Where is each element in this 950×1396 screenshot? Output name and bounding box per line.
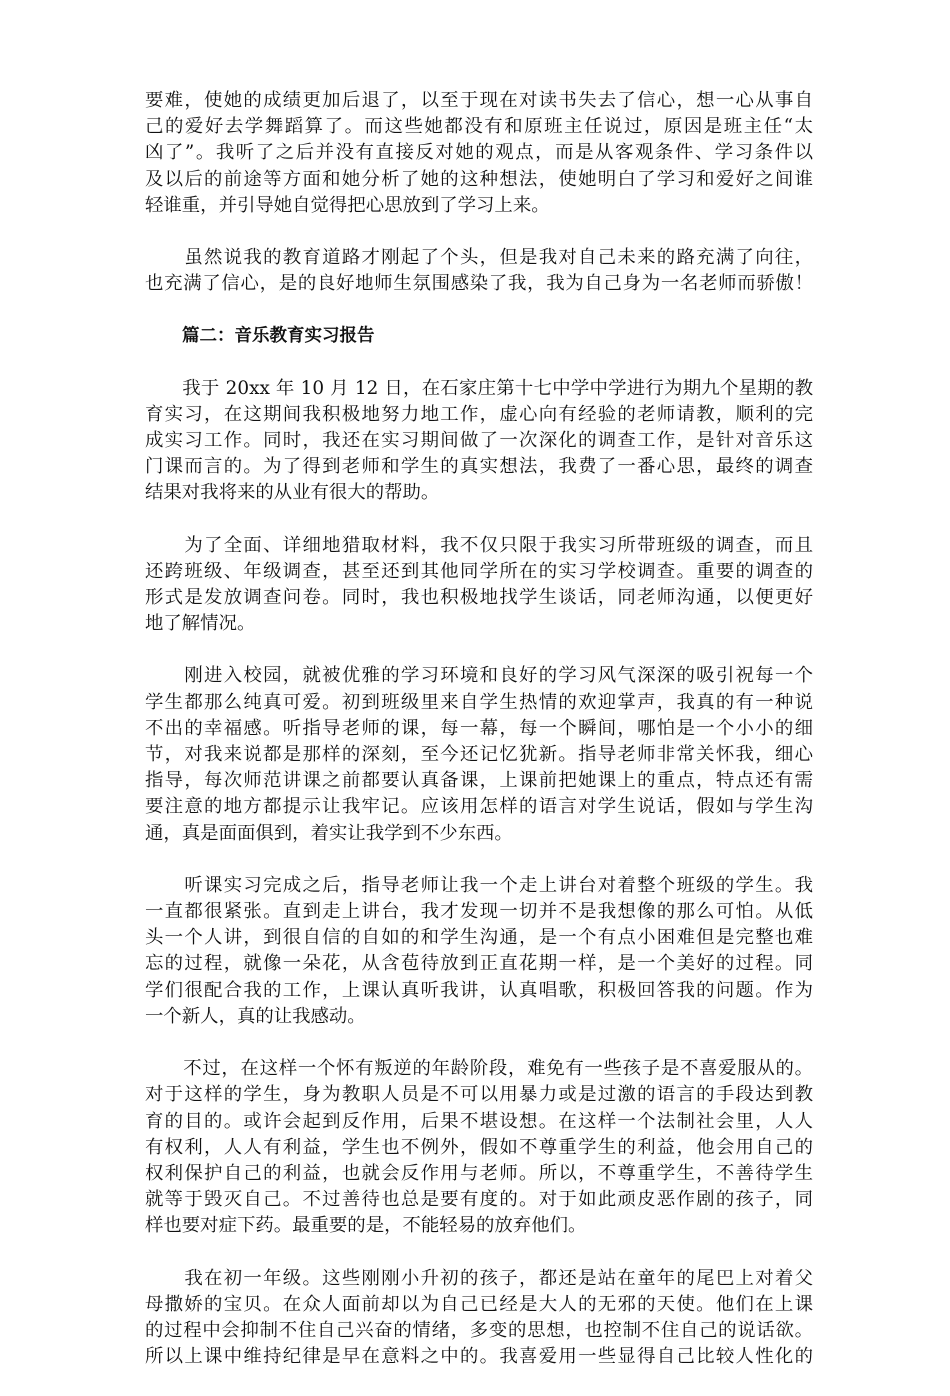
text-line: 还跨班级、年级调查，甚至还到其他同学所在的实习学校调查。重要的调查的	[145, 560, 813, 582]
text-line: 己的爱好去学舞蹈算了。而这些她都没有和原班主任说过，原因是班主任“太	[145, 116, 813, 138]
text-line: 通，真是面面俱到，着实让我学到不少东西。	[145, 822, 513, 844]
text-line: 成实习工作。同时，我还在实习期间做了一次深化的调查工作，是针对音乐这	[145, 430, 813, 452]
text-line: 为了全面、详细地猎取材料，我不仅只限于我实习所带班级的调查，而且	[145, 534, 813, 556]
text-line: 样也要对症下药。最重要的是，不能轻易的放弃他们。	[145, 1215, 587, 1237]
text-line: 头一个人讲，到很自信的自如的和学生沟通，是一个有点小困难但是完整也难	[145, 927, 813, 949]
paragraph-7	[145, 1056, 813, 1239]
text-line: 的过程中会抑制不住自己兴奋的情绪，多变的思想，也控制不住自己的说话欲。	[145, 1319, 813, 1341]
text-line: 刚进入校园，就被优雅的学习环境和良好的学习风气深深的吸引祝每一个	[145, 665, 813, 687]
text-line: 轻谁重，并引导她自觉得把心思放到了学习上来。	[145, 194, 550, 216]
section-heading: 篇二：音乐教育实习报告	[182, 326, 375, 347]
text-line: 忘的过程，就像一朵花，从含苞待放到正直花期一样，是一个美好的过程。同	[145, 953, 813, 975]
text-line: 有权利，人人有利益，学生也不例外，假如不尊重学生的利益，他会用自己的	[145, 1136, 813, 1158]
text-line: 不出的幸福感。听指导老师的课，每一幕，每一个瞬间，哪怕是一个小小的细	[145, 717, 813, 739]
document-page	[145, 88, 813, 1396]
paragraph-1	[145, 88, 813, 219]
paragraph-8	[145, 1266, 813, 1371]
text-line: 门课而言的。为了得到老师和学生的真实想法，我费了一番心思，最终的调查	[145, 456, 813, 478]
text-line: 结果对我将来的从业有很大的帮助。	[145, 482, 440, 504]
text-line: 权利保护自己的利益，也就会反作用与老师。所以，不尊重学生，不善待学生	[145, 1162, 813, 1184]
text-line: 听课实习完成之后，指导老师让我一个走上讲台对着整个班级的学生。我	[145, 874, 813, 896]
paragraph-2	[145, 245, 813, 297]
text-line: 对于这样的学生，身为教职人员是不可以用暴力或是过激的语言的手段达到教	[145, 1084, 813, 1106]
text-line: 就等于毁灭自己。不过善待也总是要有度的。对于如此顽皮恶作剧的孩子，同	[145, 1189, 813, 1211]
paragraph-5	[145, 663, 813, 846]
text-line: 育的目的。或许会起到反作用，后果不堪设想。在这样一个法制社会里，人人	[145, 1110, 813, 1132]
text-line: 我在初一年级。这些刚刚小升初的孩子，都还是站在童年的尾巴上对着父	[145, 1267, 813, 1289]
text-line: 育实习，在这期间我积极地努力地工作，虚心向有经验的老师请教，顺利的完	[145, 403, 813, 425]
text-line: 指导，每次师范讲课之前都要认真备课，上课前把她课上的重点，特点还有需	[145, 770, 813, 792]
paragraph-6	[145, 873, 813, 1030]
text-line: 不过，在这样一个怀有叛逆的年龄阶段，难免有一些孩子是不喜爱服从的。	[145, 1058, 813, 1080]
paragraph-4	[145, 533, 813, 638]
text-line: 要难，使她的成绩更加后退了，以至于现在对读书失去了信心，想一心从事自	[145, 90, 813, 111]
text-line: 虽然说我的教育道路才刚起了个头，但是我对自己未来的路充满了向往，	[145, 247, 813, 269]
text-line: 一直都很紧张。直到走上讲台，我才发现一切并不是我想像的那么可怕。从低	[145, 901, 813, 923]
text-line: 及以后的前途等方面和她分析了她的这种想法，使她明白了学习和爱好之间谁	[145, 168, 813, 190]
text-line: 也充满了信心，是的良好地师生氛围感染了我，我为自己身为一名老师而骄傲！	[145, 273, 813, 295]
text-line: 地了解情况。	[145, 613, 256, 635]
text-line: 形式是发放调查问卷。同时，我也积极地找学生谈话，同老师沟通，以便更好	[145, 587, 813, 609]
text-line: 学们很配合我的工作，上课认真听我讲，认真唱歌，积极回答我的问题。作为	[145, 979, 813, 1001]
paragraph-3	[145, 376, 813, 507]
text-line: 凶了”。我听了之后并没有直接反对她的观点，而是从客观条件、学习条件以	[145, 142, 813, 164]
text-line: 所以上课中维持纪律是早在意料之中的。我喜爱用一些显得自己比较人性化的	[145, 1346, 813, 1368]
text-line: 要注意的地方都提示让我牢记。应该用怎样的语言对学生说话，假如与学生沟	[145, 796, 813, 818]
text-line: 母撒娇的宝贝。在众人面前却以为自己已经是大人的无邪的天使。他们在上课	[145, 1293, 813, 1315]
text-line: 节，对我来说都是那样的深刻，至今还记忆犹新。指导老师非常关怀我，细心	[145, 744, 813, 766]
text-line: 一个新人，真的让我感动。	[145, 1005, 366, 1027]
text-line: 学生都那么纯真可爱。初到班级里来自学生热情的欢迎掌声，我真的有一种说	[145, 691, 813, 713]
text-line: 我于 20xx 年 10 月 12 日，在石家庄第十七中学中学进行为期九个星期的教	[145, 377, 813, 399]
